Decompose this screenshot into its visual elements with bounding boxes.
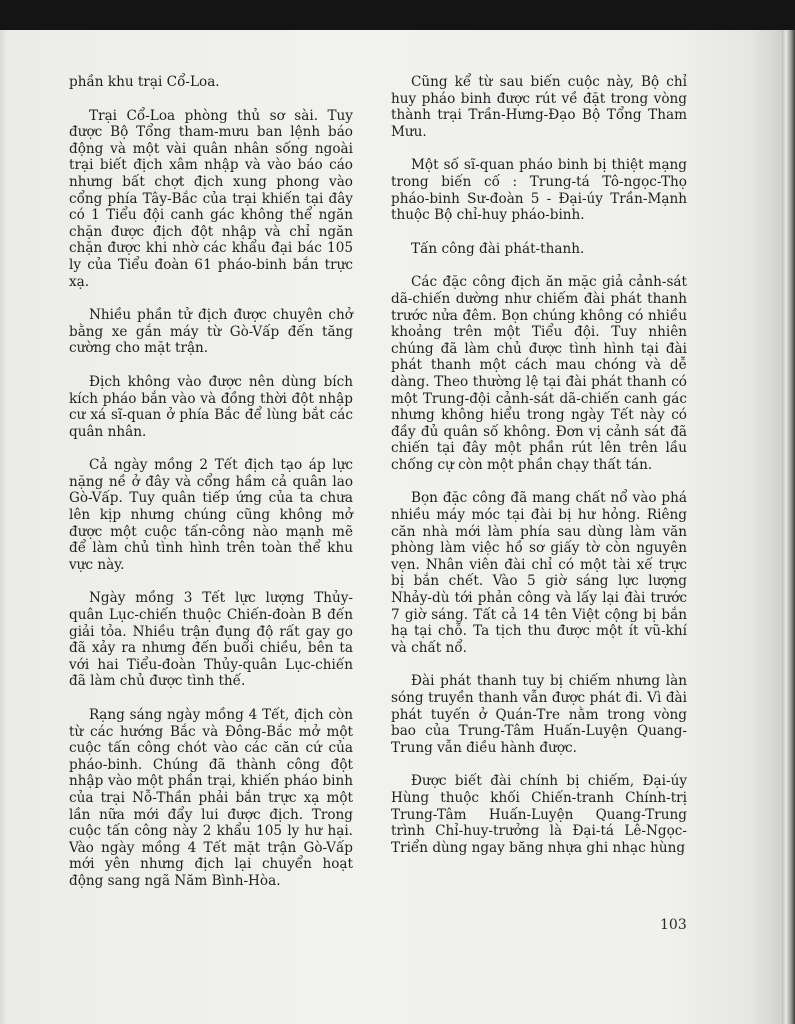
paragraph: phần khu trại Cổ-Loa. [69, 74, 220, 90]
paragraph: Rạng sáng ngày mồng 4 Tết, địch còn từ các hướng Bắc và Đông-Bắc mở một cuộc tấn công chót vào các căn cứ của pháo-binh. Chúng đã thành công đột nhập vào một phần trại, khiến pháo binh của trại Nỗ-Thần phải bắn trực xạ một lần nữa mới đẩy lui được địch. Trong cuộc tấn công này 2 khẩu 105 ly hư hại. Vào ngày mồng 4 Tết mặt trận Gò-Vấp mới yên nhưng địch lại chuyển hoạt động sang ngã Năm Bình-Hòa. [69, 707, 353, 889]
section-heading: Tấn công đài phát-thanh. [411, 240, 585, 257]
paragraph: Được biết đài chính bị chiếm, Đại-úy Hùng thuộc khối Chiến-tranh Chính-trị Trung-Tâm Huấn-Luyện Quang-Trung trình Chỉ-huy-trưởng là Đại-tá Lê-Ngọc-Triển dùng ngay băng nhựa ghi nhạc hùng [391, 773, 687, 856]
paragraph: Nhiều phần tử địch được chuyên chở bằng xe gắn máy từ Gò-Vấp đến tăng cường cho mặt trận. [69, 307, 353, 357]
paragraph: Trại Cổ-Loa phòng thủ sơ sài. Tuy được Bộ Tổng tham-mưu ban lệnh báo động và một vài quân nhân sống ngoài trại biết địch xâm nhập và vào báo cáo nhưng bất chợt địch xung phong vào cổng phía Tây-Bắc của trại khiến tại đây có 1 Tiểu đội canh gác không thể ngăn chặn được địch đột nhập và chỉ ngăn chặn được khi nhờ các khẩu đại bác 105 ly của Tiểu đoàn 61 pháo-binh bắn trực xạ. [69, 107, 353, 290]
paragraph: Ngày mồng 3 Tết lực lượng Thủy-quân Lục-chiến thuộc Chiến-đoàn B đến giải tỏa. Nhiều trận đụng độ rất gay go đã xảy ra nhưng đến buổi chiều, bên ta với hai Tiểu-đoàn Thủy-quân Lục-chiến đã làm chủ được tình thế. [69, 590, 353, 690]
book-spine [782, 30, 795, 1024]
paragraph: Cả ngày mồng 2 Tết địch tạo áp lực nặng nề ở đây và cổng hầm cả quân lao Gò-Vấp. Tuy quân tiếp ứng của ta chưa lên kịp nhưng chúng cũng không mở được một cuộc tấn-công nào mạnh mẽ để làm chủ tình hình trên toàn thể khu vực này. [69, 457, 353, 573]
paragraph: Các đặc công địch ăn mặc giả cảnh-sát dã-chiến dường như chiếm đài phát thanh trước nửa đêm. Bọn chúng không có nhiều khoảng trên một Tiểu đội. Tuy nhiên chúng đã làm chủ được tình hình tại đài phát thanh một cách mau chóng và dễ dàng. Theo thường lệ tại đài phát thanh có một Trung-đội cảnh-sát dã-chiến canh gác nhưng không hiểu trong ngày Tết này có đầy đủ quân số không. Đơn vị cảnh sát đã chiến tại đây một phần rút lên trên lầu chống cự còn một phần chạy thất tán. [391, 274, 687, 473]
paragraph: Cũng kể từ sau biến cuộc này, Bộ chỉ huy pháo binh được rút về đặt trong vòng thành trại Trần-Hưng-Đạo Bộ Tổng Tham Mưu. [391, 74, 687, 140]
page-number: 103 [660, 917, 687, 933]
paragraph: Địch không vào được nên dùng bích kích pháo bắn vào và đồng thời đột nhập cư xá sĩ-quan ở phía Bắc để lùng bắt các quân nhân. [69, 373, 353, 440]
right-column [391, 74, 687, 873]
paragraph: Đài phát thanh tuy bị chiếm nhưng làn sóng truyền thanh vẫn được phát đi. Vì đài phát tuyến ở Quán-Tre nằm trong vòng bao của Trung-Tâm Huấn-Luyện Quang-Trung vẫn điều hành được. [391, 673, 687, 756]
paragraph: Bọn đặc công đã mang chất nổ vào phá nhiều máy móc tại đài bị hư hỏng. Riêng căn nhà mới làm phía sau dùng làm văn phòng làm việc hồ sơ giấy tờ còn nguyên vẹn. Nhân viên đài chỉ có một tài xế trực bị bắn chết. Vào 5 giờ sáng lực lượng Nhảy-dù tới phản công và lấy lại đài trước 7 giờ sáng. Tất cả 14 tên Việt cộng bị bắn hạ tại chỗ. Ta tịch thu được một ít vũ-khí và chất nổ. [391, 490, 687, 656]
left-column [69, 74, 353, 907]
paragraph: Một số sĩ-quan pháo binh bị thiệt mạng trong biến cố : Trung-tá Tô-ngọc-Thọ pháo-binh Sư-đoàn 5 - Đại-úy Trần-Mạnh thuộc Bộ chỉ-huy pháo-binh. [391, 157, 687, 224]
